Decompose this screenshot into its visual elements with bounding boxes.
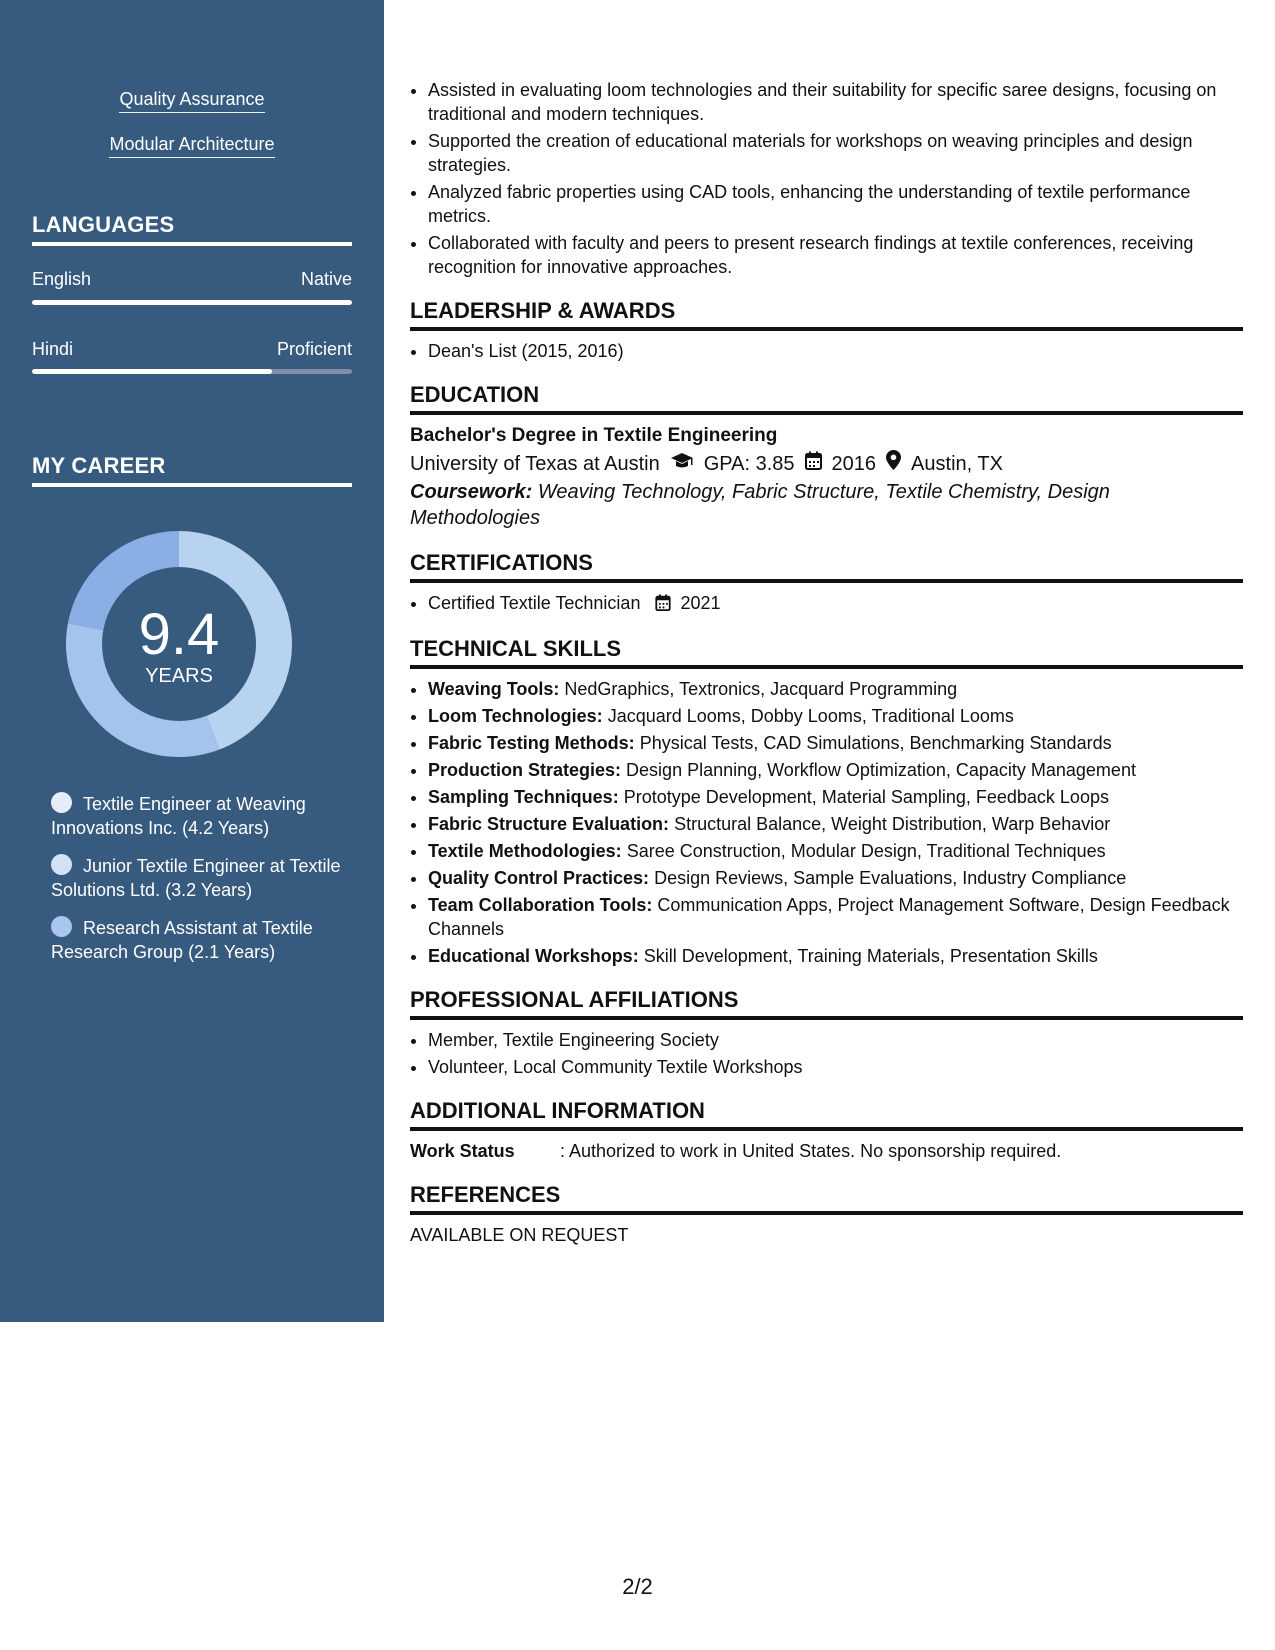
- career-total-unit: YEARS: [145, 665, 213, 687]
- language-level-fill: [32, 369, 272, 374]
- career-legend-text: Research Assistant at Textile Research Group (2.1 Years): [51, 918, 313, 962]
- experience-bullets: [410, 78, 1243, 279]
- education-year: 2016: [831, 453, 877, 475]
- language-level-bar: [32, 300, 352, 305]
- affiliations-heading: PROFESSIONAL AFFILIATIONS: [410, 986, 1243, 1020]
- language-level: Native: [300, 269, 352, 289]
- certifications-list: [410, 591, 1243, 617]
- skill-value: Design Reviews, Sample Evaluations, Industry Compliance: [654, 868, 1127, 888]
- skill-item: [428, 866, 1243, 890]
- skill-value: Physical Tests, CAD Simulations, Benchmarking Standards: [639, 733, 1112, 753]
- technical-skills-heading: TECHNICAL SKILLS: [410, 635, 1243, 669]
- skill-item: [428, 944, 1243, 968]
- languages-heading: LANGUAGES: [32, 212, 352, 246]
- certifications-heading: CERTIFICATIONS: [410, 549, 1243, 583]
- skill-value: NedGraphics, Textronics, Jacquard Programming: [564, 679, 958, 699]
- skill-label: Sampling Techniques:: [428, 787, 619, 807]
- certification-item: [428, 591, 1243, 617]
- career-donut-chart: [66, 531, 292, 757]
- additional-info-heading: ADDITIONAL INFORMATION: [410, 1097, 1243, 1131]
- skill-label: Loom Technologies:: [428, 706, 603, 726]
- leadership-heading: LEADERSHIP & AWARDS: [410, 297, 1243, 331]
- coursework-text: Weaving Technology, Fabric Structure, Textile Chemistry, Design Methodologies: [410, 481, 1110, 529]
- calendar-icon: [655, 593, 671, 617]
- skill-label: Weaving Tools:: [428, 679, 560, 699]
- page-number: 2/2: [622, 1574, 653, 1599]
- skill-label: Fabric Structure Evaluation:: [428, 814, 670, 834]
- affiliation-item: • Volunteer, Local Community Textile Workshops: [428, 1055, 1243, 1079]
- skill-item: [428, 893, 1243, 941]
- certification-name: Certified Textile Technician: [428, 593, 641, 613]
- work-status-row: [410, 1139, 1243, 1163]
- career-legend-text: Textile Engineer at Weaving Innovations Inc. (4.2 Years): [51, 794, 306, 838]
- calendar-icon: [805, 449, 822, 479]
- skill-label: Fabric Testing Methods:: [428, 733, 635, 753]
- experience-bullet: • Collaborated with faculty and peers to present research findings at textile conferences, receiving recognition for innovative approaches.: [428, 231, 1243, 279]
- education-coursework: [410, 479, 1243, 531]
- legend-dot: [51, 854, 72, 875]
- skill-label: Production Strategies:: [428, 760, 622, 780]
- skill-value: Jacquard Looms, Dobby Looms, Traditional Looms: [607, 706, 1014, 726]
- graduation-cap-icon: [670, 449, 694, 479]
- skill-value: Structural Balance, Weight Distribution, Warp Behavior: [674, 814, 1111, 834]
- career-legend-item: [51, 854, 341, 902]
- skill-item: [428, 812, 1243, 836]
- skill-label: Team Collaboration Tools:: [428, 895, 653, 915]
- skill-chip-row: [0, 88, 384, 113]
- experience-bullet: • Analyzed fabric properties using CAD tools, enhancing the understanding of textile performance metrics.: [428, 180, 1243, 228]
- references-text: AVAILABLE ON REQUEST: [410, 1225, 629, 1245]
- skill-value: Saree Construction, Modular Design, Traditional Techniques: [626, 841, 1106, 861]
- experience-bullet: • Assisted in evaluating loom technologies and their suitability for specific saree designs, focusing on traditional and modern techniques.: [428, 78, 1243, 126]
- skill-item: [428, 677, 1243, 701]
- career-legend-item: [51, 916, 341, 964]
- career-total-value: 9.4: [138, 602, 220, 667]
- skill-chip-row: [0, 133, 384, 158]
- affiliation-item: • Member, Textile Engineering Society: [428, 1028, 1243, 1052]
- work-status-label: Work Status: [410, 1141, 515, 1161]
- affiliations-list: [410, 1028, 1243, 1079]
- education-degree: Bachelor's Degree in Textile Engineering: [410, 425, 778, 446]
- map-pin-icon: [886, 449, 901, 479]
- career-legend-text: Junior Textile Engineer at Textile Solutions Ltd. (3.2 Years): [51, 856, 341, 900]
- main-content: [410, 78, 1243, 1247]
- skill-item: [428, 704, 1243, 728]
- language-name: English: [32, 269, 92, 289]
- language-level-fill: [32, 300, 352, 305]
- education-location: Austin, TX: [911, 453, 1003, 475]
- coursework-label: Coursework:: [410, 481, 533, 503]
- work-status-value: : Authorized to work in United States. No sponsorship required.: [560, 1141, 1062, 1161]
- skill-item: [428, 731, 1243, 755]
- skill-label: Textile Methodologies:: [428, 841, 622, 861]
- skill-item: [428, 839, 1243, 863]
- education-gpa: GPA: 3.85: [703, 453, 795, 475]
- skill-label: Educational Workshops:: [428, 946, 639, 966]
- skill-value: Design Planning, Workflow Optimization, Capacity Management: [626, 760, 1136, 780]
- language-row: [32, 338, 352, 360]
- language-level-bar: [32, 369, 352, 374]
- language-name: Hindi: [32, 339, 74, 359]
- experience-bullet: • Supported the creation of educational materials for workshops on weaving principles and design strategies.: [428, 129, 1243, 177]
- education-meta: [410, 449, 1243, 479]
- technical-skills-list: [410, 677, 1243, 968]
- references-heading: REFERENCES: [410, 1181, 1243, 1215]
- language-level: Proficient: [276, 339, 352, 359]
- skill-chip: Modular Architecture: [109, 133, 274, 158]
- legend-dot: [51, 916, 72, 937]
- education-school: University of Texas at Austin: [410, 453, 660, 475]
- skill-chip: Quality Assurance: [119, 88, 264, 113]
- leadership-item: • Dean's List (2015, 2016): [428, 339, 1243, 363]
- legend-dot: [51, 792, 72, 813]
- career-legend-item: [51, 792, 341, 840]
- career-heading: MY CAREER: [32, 453, 352, 487]
- skill-label: Quality Control Practices:: [428, 868, 650, 888]
- certification-year: 2021: [680, 593, 721, 613]
- skill-value: Prototype Development, Material Sampling, Feedback Loops: [623, 787, 1109, 807]
- skill-item: [428, 785, 1243, 809]
- skill-item: [428, 758, 1243, 782]
- skill-value: Skill Development, Training Materials, Presentation Skills: [643, 946, 1098, 966]
- language-row: [32, 268, 352, 290]
- leadership-list: [410, 339, 1243, 363]
- skill-value: Communication Apps, Project Management Software, Design Feedback Channels: [428, 895, 1230, 939]
- education-heading: EDUCATION: [410, 381, 1243, 415]
- sidebar: [0, 0, 384, 1322]
